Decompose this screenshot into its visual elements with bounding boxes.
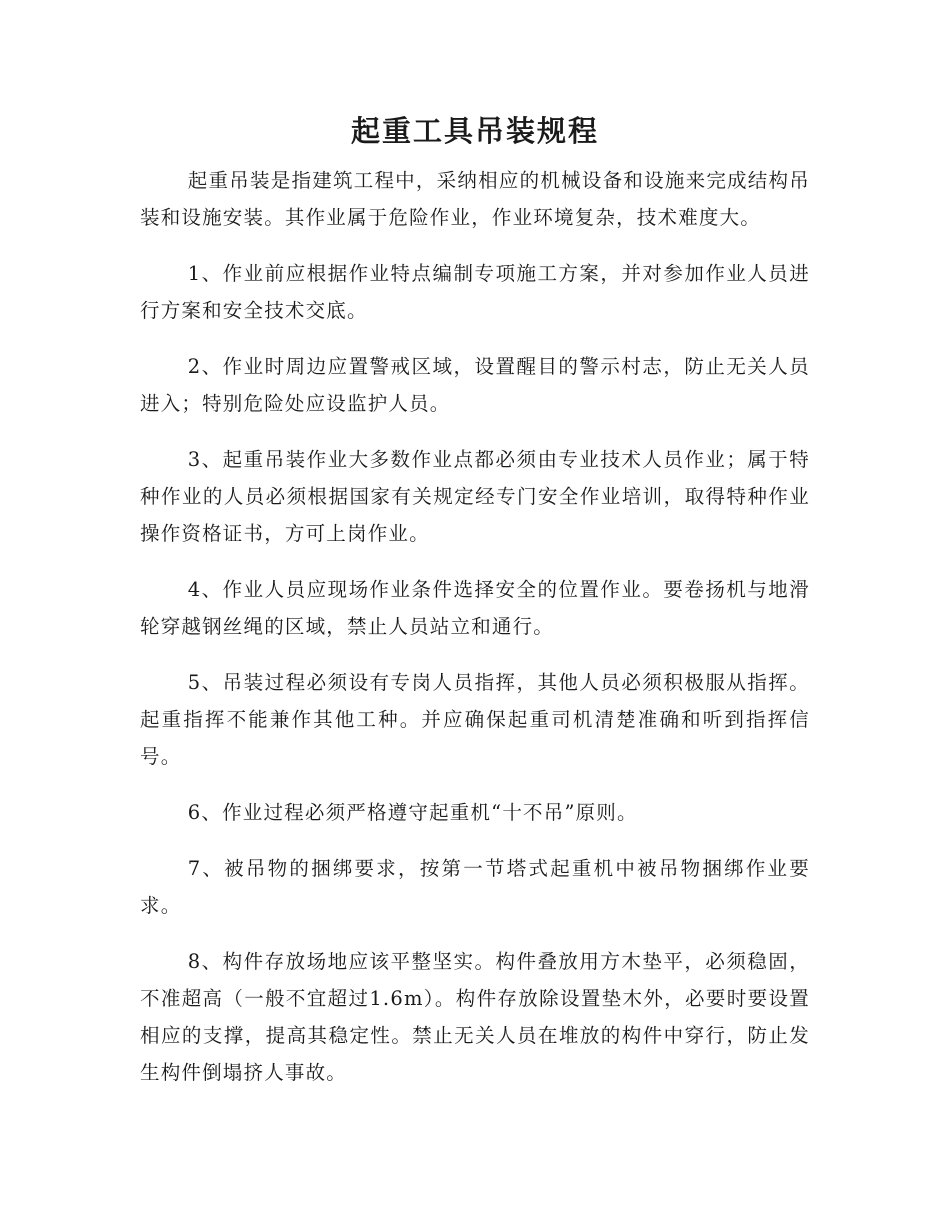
paragraph-item-1: 1、作业前应根据作业特点编制专项施工方案，并对参加作业人员进行方案和安全技术交底。 xyxy=(140,262,810,322)
paragraph-item-3: 3、起重吊装作业大多数作业点都必须由专业技术人员作业；属于特种作业的人员必须根据国家有关规定经专门安全作业培训，取得特种作业操作资格证书，方可上岗作业。 xyxy=(140,448,810,545)
paragraph-intro: 起重吊装是指建筑工程中，采纳相应的机械设备和设施来完成结构吊装和设施安装。其作业属于危险作业，作业环境复杂，技术难度大。 xyxy=(140,169,810,229)
document-body xyxy=(140,162,810,1110)
paragraph-item-8: 8、构件存放场地应该平整坚实。构件叠放用方木垫平，必须稳固，不准超高（一般不宜超过1.6m）。构件存放除设置垫木外，必要时要设置相应的支撑，提高其稳定性。禁止无关人员在堆放的构件中穿行，防止发生构件倒塌挤人事故。 xyxy=(140,950,810,1084)
paragraph-item-4: 4、作业人员应现场作业条件选择安全的位置作业。要卷扬机与地滑轮穿越钢丝绳的区域，禁止人员站立和通行。 xyxy=(140,578,810,638)
paragraph-item-2: 2、作业时周边应置警戒区域，设置醒目的警示村志，防止无关人员进入；特别危险处应设监护人员。 xyxy=(140,355,810,415)
paragraph-item-5: 5、吊装过程必须设有专岗人员指挥，其他人员必须积极服从指挥。起重指挥不能兼作其他工种。并应确保起重司机清楚准确和听到指挥信号。 xyxy=(140,671,810,768)
paragraph-item-7: 7、被吊物的捆绑要求，按第一节塔式起重机中被吊物捆绑作业要求。 xyxy=(140,857,810,917)
document-title: 起重工具吊装规程 xyxy=(350,114,599,148)
paragraph-item-6: 6、作业过程必须严格遵守起重机“十不吊”原则。 xyxy=(187,801,638,824)
